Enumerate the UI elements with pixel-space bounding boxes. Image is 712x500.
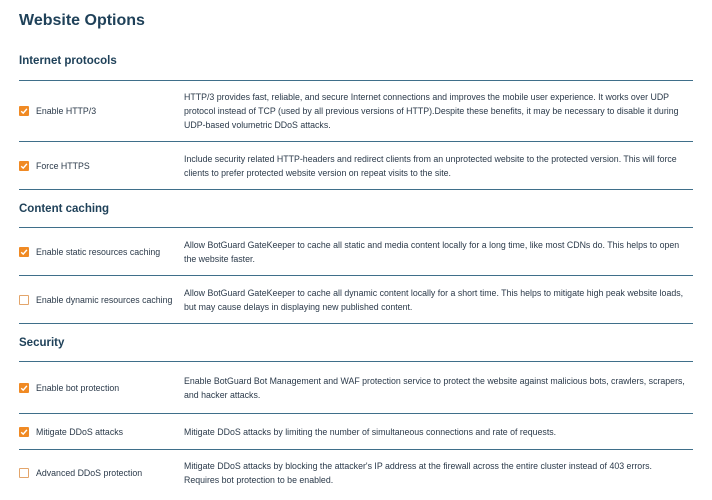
option-toggle-force-https[interactable] xyxy=(19,161,184,171)
checkmark-icon xyxy=(20,107,28,115)
option-description: Mitigate DDoS attacks by limiting the number of simultaneous connections and rate of requests. xyxy=(184,426,557,437)
option-toggle-static-caching[interactable] xyxy=(19,247,184,257)
option-toggle-advanced-ddos[interactable] xyxy=(19,468,184,478)
checkbox-mitigate-ddos[interactable] xyxy=(19,427,29,437)
section-title: Security xyxy=(19,336,65,349)
page-title: Website Options xyxy=(19,12,145,29)
option-label: Force HTTPS xyxy=(36,160,90,171)
checkmark-icon xyxy=(20,384,28,392)
checkmark-icon xyxy=(20,162,28,170)
option-description: Allow BotGuard GateKeeper to cache all static and media content locally for a long time, like most CDNs do. This helps to open the website faster. xyxy=(184,239,680,264)
option-row-static-caching xyxy=(19,228,693,275)
section-title: Internet protocols xyxy=(19,55,117,67)
checkbox-dynamic-caching[interactable] xyxy=(19,295,29,305)
option-label: Enable HTTP/3 xyxy=(36,106,97,116)
option-description: HTTP/3 provides fast, reliable, and secure Internet connections and improves the mobile user experience. It works over UDP protocol instead of TCP (used by all previous versions of HTTP).Despite these benefits, it may be necessary to disable it during UDP-based volumetric DDoS attacks. xyxy=(184,92,679,130)
option-row-dynamic-caching xyxy=(19,276,693,323)
option-toggle-enable-http3[interactable] xyxy=(19,106,184,116)
checkbox-force-https[interactable] xyxy=(19,161,29,171)
option-row-mitigate-ddos xyxy=(19,414,693,449)
option-row-advanced-ddos xyxy=(19,450,693,496)
option-label: Enable bot protection xyxy=(36,382,120,393)
option-description: Mitigate DDoS attacks by blocking the attacker's IP address at the firewall across the entire cluster instead of 403 errors. Requires bot protection to be enabled. xyxy=(184,461,652,485)
option-row-enable-http3 xyxy=(19,81,693,141)
option-description: Include security related HTTP-headers and redirect clients from an unprotected website to the protected version. This will force clients to prefer protected website version on repeat visits to the site. xyxy=(184,153,677,178)
checkbox-enable-http3[interactable] xyxy=(19,106,29,116)
option-toggle-mitigate-ddos[interactable] xyxy=(19,427,184,437)
checkbox-static-caching[interactable] xyxy=(19,247,29,257)
option-label: Enable static resources caching xyxy=(36,246,161,257)
checkmark-icon xyxy=(20,248,28,256)
section-header-content-caching xyxy=(19,190,693,227)
option-label: Advanced DDoS protection xyxy=(36,468,143,478)
option-row-force-https xyxy=(19,142,693,189)
section-header-internet-protocols xyxy=(19,53,693,69)
option-row-bot-protection xyxy=(19,362,693,413)
section-header-security xyxy=(19,324,693,361)
option-toggle-bot-protection[interactable] xyxy=(19,383,184,393)
checkbox-advanced-ddos[interactable] xyxy=(19,468,29,478)
option-label: Mitigate DDoS attacks xyxy=(36,426,124,437)
option-description: Enable BotGuard Bot Management and WAF protection service to protect the website against malicious bots, crawlers, scrapers, and hacker attacks. xyxy=(184,375,685,400)
checkmark-icon xyxy=(20,428,28,436)
option-label: Enable dynamic resources caching xyxy=(36,294,173,305)
checkbox-bot-protection[interactable] xyxy=(19,383,29,393)
option-description: Allow BotGuard GateKeeper to cache all dynamic content locally for a short time. This helps to mitigate high peak website loads, but may cause delays in displaying new published content. xyxy=(184,287,684,312)
section-title: Content caching xyxy=(19,202,110,215)
option-toggle-dynamic-caching[interactable] xyxy=(19,295,184,305)
